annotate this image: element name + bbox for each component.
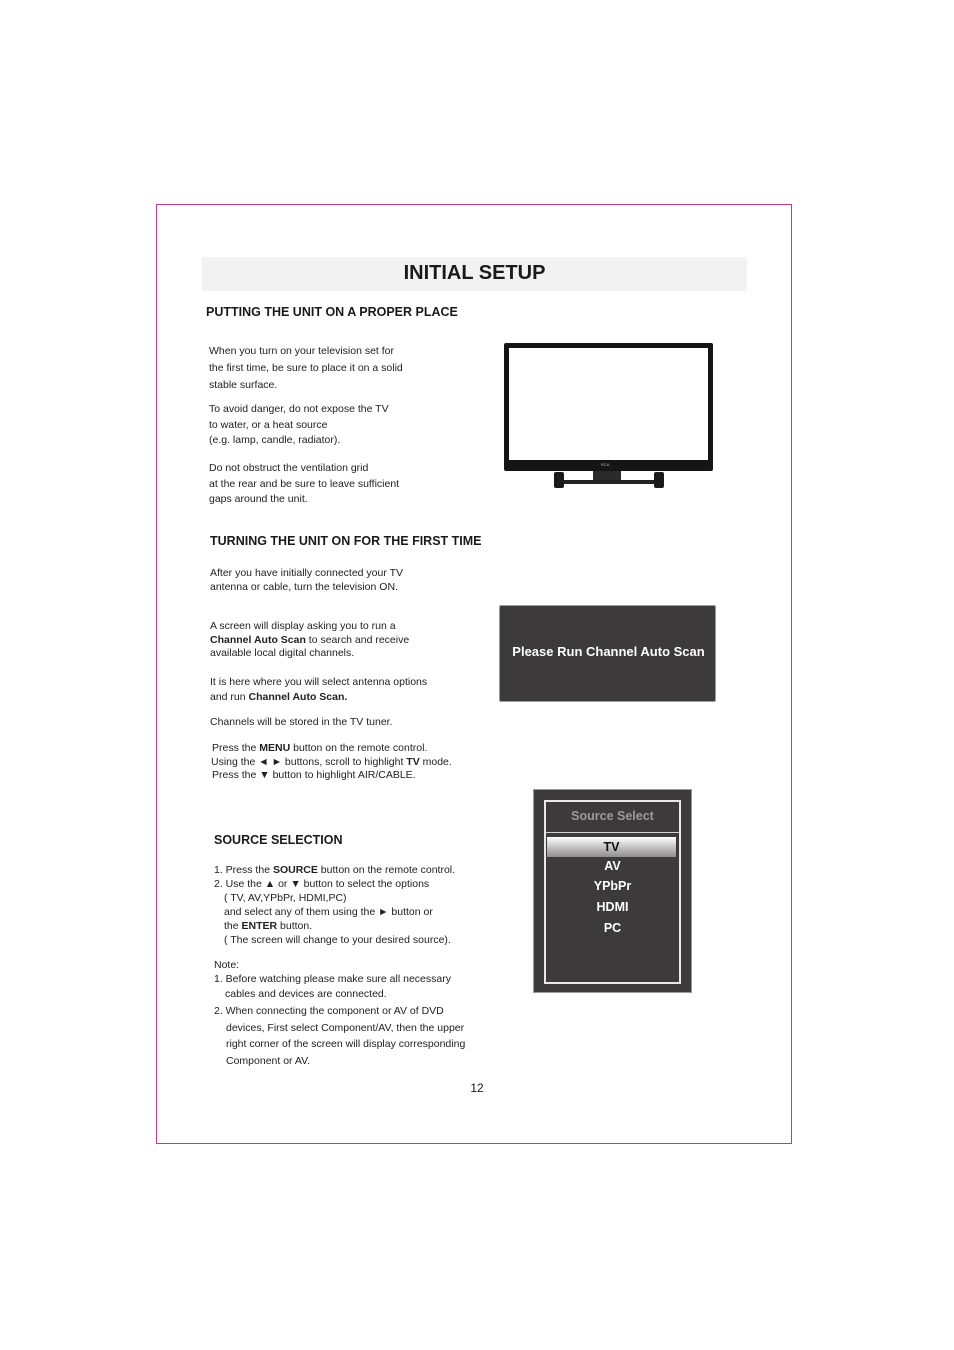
first-time-paragraph-5: Press the MENU button on the remote control. Using the ◄ ► buttons, scroll to highlight TV mode. Press the ▼ button to highlight AIR/CABLE.: [211, 742, 452, 781]
note-label: Note:: [214, 959, 240, 971]
section-heading-first-time: TURNING THE UNIT ON FOR THE FIRST TIME: [210, 534, 482, 548]
section-heading-source: SOURCE SELECTION: [214, 833, 343, 847]
note-2: 2. When connecting the component or AV of DVD devices, First select Component/AV, then the upper right corner of the screen will display corresponding Component or AV.: [214, 1005, 466, 1067]
auto-scan-screen: [499, 605, 716, 702]
note-1: 1. Before watching please make sure all necessary cables and devices are connected.: [214, 973, 451, 1000]
source-option-av[interactable]: AV: [604, 859, 621, 873]
page-number: 12: [470, 1081, 484, 1095]
source-steps: 1. Press the SOURCE button on the remote control. 2. Use the ▲ or ▼ button to select the options ( TV, AV,YPbPr, HDMI,PC) and select any of them using the ► button or the ENTER button. ( The screen will change to your desired source).: [214, 864, 456, 946]
placement-paragraph-2: To avoid danger, do not expose the TV to water, or a heat source (e.g. lamp, candle, radiator).: [209, 403, 389, 446]
placement-paragraph-1: When you turn on your television set for the first time, be sure to place it on a solid stable surface.: [209, 345, 403, 391]
auto-scan-message: Please Run Channel Auto Scan: [512, 644, 705, 659]
source-select-screen: [533, 789, 692, 993]
first-time-paragraph-1: After you have initially connected your TV antenna or cable, turn the television ON.: [210, 567, 403, 593]
first-time-paragraph-4: Channels will be stored in the TV tuner.: [210, 716, 393, 728]
source-option-tv[interactable]: TV: [547, 837, 676, 857]
source-select-panel: [544, 800, 681, 984]
source-select-divider: [546, 832, 679, 833]
source-select-title: Source Select: [571, 809, 654, 823]
source-option-hdmi[interactable]: HDMI: [596, 900, 629, 914]
section-heading-placement: PUTTING THE UNIT ON A PROPER PLACE: [206, 305, 458, 319]
first-time-paragraph-3: It is here where you will select antenna options and run Channel Auto Scan.: [210, 676, 428, 703]
tv-logo: RCA: [601, 462, 610, 467]
source-option-pc[interactable]: PC: [603, 921, 622, 935]
first-time-paragraph-2: A screen will display asking you to run a Channel Auto Scan to search and receive available local digital channels.: [210, 620, 410, 659]
placement-paragraph-3: Do not obstruct the ventilation grid at the rear and be sure to leave sufficient gaps around the unit.: [209, 462, 400, 505]
tv-screen: [509, 348, 708, 460]
source-option-ypbpr[interactable]: YPbPr: [593, 879, 632, 893]
page-title: INITIAL SETUP: [403, 262, 546, 284]
